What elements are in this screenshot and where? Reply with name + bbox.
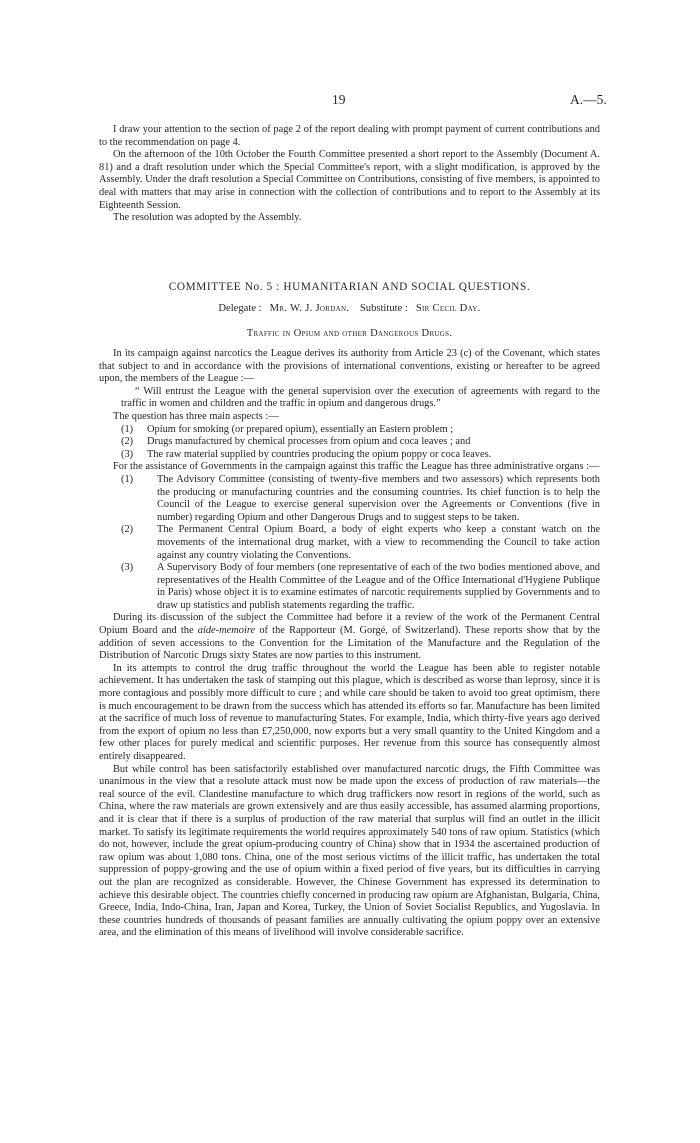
italic-term: aide-memoire (197, 625, 256, 637)
paragraph: The resolution was adopted by the Assembly. (113, 212, 302, 224)
paragraph (99, 612, 600, 662)
paragraph: But while control has been satisfactorily established over manufactured narcotic drugs, the Fifth Committee was unanimous in the view that a resolute attack must now be made upon the excess of production of raw materials—the real source of the evil. Clandestine manufacture to which drug traffickers now resort in regions of the world, such as China, where the raw materials are grown extensively and are thus easily accessible, has assumed alarming proportions, and it is clear that if there is a surplus of production of the raw material that surplus will find an outlet in the illicit market. To satisfy its legitimate requirements the world requires approximately 540 tons of raw opium. Statistics (which do not, however, include the great opium-producing country of China) show that in 1934 the ascertained production of raw opium was about 1,080 tons. China, one of the most serious victims of the illicit traffic, has undertaken the total suppression of poppy-growing and the use of opium within a fixed period of five years, but its difficulties in carrying out the plan are recognized as considerable. However, the Chinese Government has expressed its determination to achieve this desirable object. The countries chiefly concerned in producing raw opium are Afghanistan, Bulgaria, China, Greece, India, Indo-China, Iran, Japan and Korea, Turkey, the Union of Soviet Socialist Republics, and Yugoslavia. In these countries hundreds of thousands of peasant families are annually cultivating the opium poppy over an extensive area, and the elimination of this means of livelihood will involve considerable sacrifice. (99, 763, 600, 939)
paragraph: I draw your attention to the section of page 2 of the report dealing with prompt payment of current contributions and to the recommendation on page 4. (99, 124, 600, 148)
paragraph: In its campaign against narcotics the League derives its authority from Article 23 (c) of the Covenant, which states that subject to and in accordance with the provisions of international conventions, existing or hereafter to be agreed upon, the members of the League :— (99, 348, 600, 385)
list-number: (2) (121, 524, 134, 536)
delegate-line (99, 303, 600, 314)
list-text: Drugs manufactured by chemical processes from opium and coca leaves ; and (147, 436, 471, 448)
section-heading: Traffic in Opium and other Dangerous Drugs. (246, 328, 453, 339)
list-number: (1) (121, 423, 134, 435)
contributions-section (99, 124, 600, 225)
list-text: A Supervisory Body of four members (one representative of each of the two bodies mentioned above, and representatives of the Health Committee of the League and of the Office International d'Hygiene Publique in Paris) whose object it is to examine estimates of narcotic requirements supplied by Governments and to draw up statistics and publish statements regarding the traffic. (157, 562, 600, 611)
substitute-name: Sir Cecil Day. (415, 303, 481, 314)
list-item (99, 562, 600, 612)
list-text: The Permanent Central Opium Board, a body of eight experts who keep a constant watch on the movements of the international drug market, with a view to recommending the Council to take action against any country violating the Conventions. (157, 524, 600, 561)
covenant-quote: “ Will entrust the League with the general supervision over the execution of agreements with regard to the traffic in women and children and the traffic in opium and dangerous drugs.” (121, 385, 600, 410)
delegate-name: Mr. W. J. Jordan. (269, 303, 350, 314)
list-item (99, 436, 600, 449)
text-run: of the Rapporteur (M. Gorgé, of Switzerland). These reports show that by the addition of seven accessions to the Convention for the Limitation of the Manufacture and the Regulation of the Distribution of Narcotic Drugs sixty States are now parties to this instrument. (99, 625, 600, 662)
delegate-label: Delegate : (218, 303, 262, 314)
list-item (99, 449, 600, 462)
document-reference: A.—5. (570, 92, 607, 107)
list-item (99, 474, 600, 524)
list-item (99, 424, 600, 437)
paragraph: On the afternoon of the 10th October the Fourth Committee presented a short report to the Assembly (Document A. 81) and a draft resolution under which the Special Committee's report, with a slight modification, is approved by the Assembly. Under the draft resolution a Special Committee on Contributions, consisting of five members, is appointed to deal with matters that may arise in connection with the collection of contributions and to report to the Assembly at its Eighteenth Session. (99, 149, 600, 211)
list-text: The raw material supplied by countries producing the opium poppy or coca leaves. (147, 448, 492, 460)
paragraph: For the assistance of Governments in the campaign against this traffic the League has three administrative organs :— (113, 461, 600, 473)
opium-section (99, 348, 600, 940)
list-text: The Advisory Committee (consisting of twenty-five members and two assessors) which represents both the producing or manufacturing countries and the consuming countries. Its chief function is to help the Council of the League to exercise general supervision over the Agreements or Conventions (five in number) regarding Opium and other Dangerous Drugs and to suggest steps to be taken. (157, 473, 600, 523)
list-number: (2) (121, 436, 134, 448)
paragraph: In its attempts to control the drug traffic throughout the world the League has been able to register notable achievement. It has undertaken the task of stamping out this plague, which is described as worse than leprosy, since it is more contagious and possibly more difficult to cure ; and while care should be taken to avoid too great optimism, there is much encouragement to be drawn from the success which has attended its efforts so far. Manufacture has been limited at the sacrifice of much loss of revenue to manufacturing States. For example, India, which thirty-five years ago derived from the export of opium no less than £7,250,000, now exports but a very small quantity to the United Kingdom and a few other places for purely medical and scientific purposes. Her revenue from this source has consequently almost entirely disappeared. (99, 662, 600, 762)
list-number: (3) (121, 562, 134, 574)
list-number: (3) (121, 448, 134, 460)
list-text: Opium for smoking (or prepared opium), essentially an Eastern problem ; (147, 423, 454, 435)
substitute-label: Substitute : (359, 303, 408, 314)
page-number: 19 (332, 92, 346, 107)
text-run: During its discussion of the subject the Committee had before it a review of the work of the Permanent Central Opium Board and the (99, 612, 600, 637)
paragraph: The question has three main aspects :— (113, 410, 279, 422)
list-item (99, 524, 600, 562)
list-number: (1) (121, 473, 134, 485)
committee-heading: COMMITTEE No. 5 : HUMANITARIAN AND SOCIAL QUESTIONS. (168, 281, 531, 293)
